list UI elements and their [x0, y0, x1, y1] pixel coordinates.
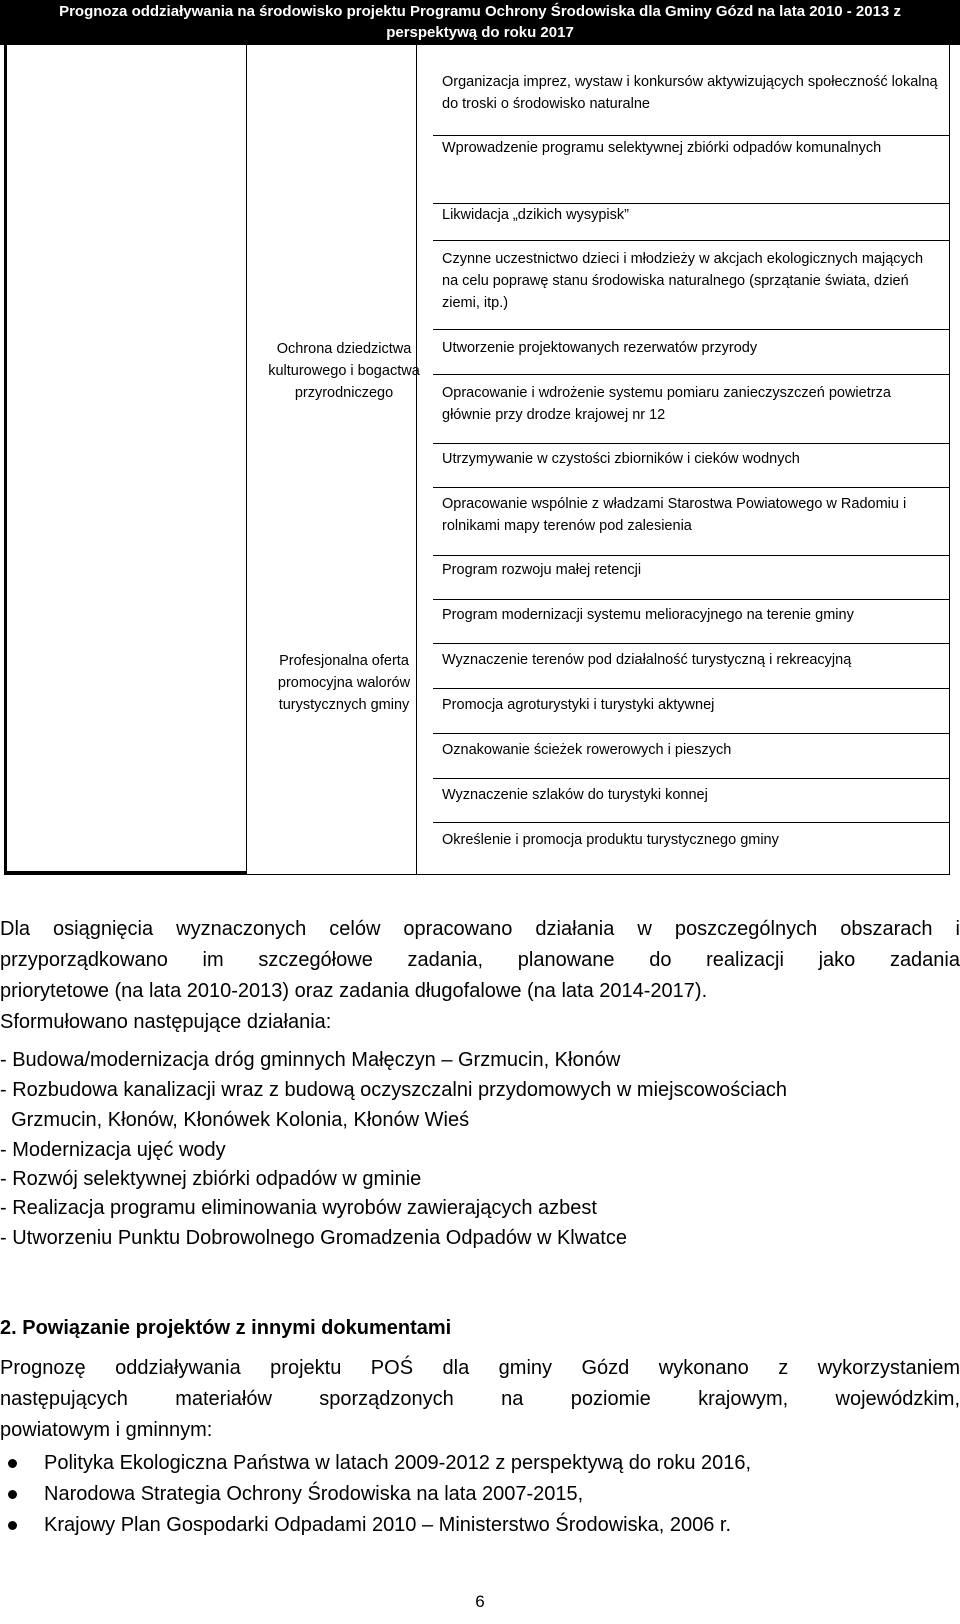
table-cell-task: Opracowanie wspólnie z władzami Starostwa Powiatowego w Radomiu i rolnikami mapy terenów pod zalesienia — [442, 496, 907, 534]
intro-line: Sformułowano następujące działania: — [0, 1011, 332, 1033]
bullet-icon — [8, 1459, 17, 1468]
row-separator — [433, 643, 949, 644]
row-separator — [433, 135, 949, 136]
table-border-bottom — [4, 871, 246, 875]
document-list-item: Krajowy Plan Gospodarki Odpadami 2010 – Ministerstwo Środowiska, 2006 r. — [44, 1514, 732, 1536]
action-item: - Realizacja programu eliminowania wyrobów zawierających azbest — [0, 1197, 597, 1219]
action-item: - Rozbudowa kanalizacji wraz z budową oczyszczalni przydomowych w miejscowościach — [0, 1079, 787, 1101]
table-cell-task: Organizacja imprez, wystaw i konkursów aktywizujących społeczność lokalną do troski o środowisko naturalne — [442, 74, 938, 112]
intro-line: Dla osiągnięcia wyznaczonych celów opracowano działania w poszczególnych obszarach i — [0, 918, 960, 940]
row-separator — [433, 555, 949, 556]
table-cell-task: Opracowanie i wdrożenie systemu pomiaru zanieczyszczeń powietrza głównie przy drodze krajowej nr 12 — [442, 385, 891, 423]
header-title-line-2: perspektywą do roku 2017 — [386, 24, 574, 41]
row-separator — [433, 329, 949, 330]
table-cell-task: Utworzenie projektowanych rezerwatów przyrody — [442, 340, 758, 356]
row-separator — [433, 822, 949, 823]
bullet-icon — [8, 1490, 17, 1499]
row-separator — [433, 443, 949, 444]
table-border-col1 — [246, 45, 247, 875]
action-item: - Utworzeniu Punktu Dobrowolnego Gromadzenia Odpadów w Klwatce — [0, 1227, 627, 1249]
table-cell-task: Wyznaczenie terenów pod działalność turystyczną i rekreacyjną — [442, 652, 852, 668]
row-separator — [433, 240, 949, 241]
section-heading: 2. Powiązanie projektów z innymi dokumentami — [0, 1317, 452, 1339]
section-paragraph-line: powiatowym i gminnym: — [0, 1419, 213, 1441]
row-separator — [433, 487, 949, 488]
document-list-item: Narodowa Strategia Ochrony Środowiska na lata 2007-2015, — [44, 1483, 584, 1505]
table-border-right — [949, 45, 950, 875]
document-header — [0, 0, 960, 45]
table-border-left — [4, 45, 7, 875]
table-cell-task: Oznakowanie ścieżek rowerowych i pieszych — [442, 742, 732, 758]
table-cell-task: Czynne uczestnictwo dzieci i młodzieży w akcjach ekologicznych mających na celu poprawę stanu środowiska naturalnego (sprzątanie świata, dzień ziemi, itp.) — [442, 251, 924, 311]
table-border-bottom — [246, 874, 950, 875]
row-separator — [433, 688, 949, 689]
table-cell-task: Program modernizacji systemu melioracyjnego na terenie gminy — [442, 607, 854, 623]
tasks-table — [0, 45, 960, 905]
table-cell-task: Określenie i promocja produktu turystycznego gminy — [442, 832, 779, 848]
table-cell-task: Wprowadzenie programu selektywnej zbiórki odpadów komunalnych — [442, 140, 882, 156]
row-separator — [433, 374, 949, 375]
bullet-icon — [8, 1521, 17, 1530]
table-cell-task: Likwidacja „dzikich wysypisk” — [442, 207, 629, 223]
section-paragraph-line: Prognozę oddziaływania projektu POŚ dla gminy Gózd wykonano z wykorzystaniem — [0, 1357, 960, 1379]
table-cell-task: Program rozwoju małej retencji — [442, 562, 642, 578]
intro-line: priorytetowe (na lata 2010-2013) oraz zadania długofalowe (na lata 2014-2017). — [0, 980, 708, 1002]
table-cell-area: Profesjonalna oferta promocyjna walorów turystycznych gminy — [277, 653, 411, 713]
section-paragraph-line: następujących materiałów sporządzonych na poziomie krajowym, wojewódzkim, — [0, 1388, 960, 1410]
header-title-line-1: Prognoza oddziaływania na środowisko projektu Programu Ochrony Środowiska dla Gminy Gózd na lata 2010 - 2013 z — [59, 3, 901, 20]
intro-line: przyporządkowano im szczegółowe zadania, planowane do realizacji jako zadania — [0, 949, 960, 971]
row-separator — [433, 733, 949, 734]
action-item: Grzmucin, Kłonów, Kłonówek Kolonia, Kłonów Wieś — [0, 1109, 470, 1131]
table-cell-area: Ochrona dziedzictwa kulturowego i bogactwa przyrodniczego — [268, 341, 420, 401]
action-item: - Rozwój selektywnej zbiórki odpadów w gminie — [0, 1168, 422, 1190]
table-cell-task: Utrzymywanie w czystości zbiorników i cieków wodnych — [442, 451, 800, 467]
document-list-item: Polityka Ekologiczna Państwa w latach 2009-2012 z perspektywą do roku 2016, — [44, 1452, 752, 1474]
table-cell-task: Promocja agroturystyki i turystyki aktywnej — [442, 697, 715, 713]
action-item: - Modernizacja ujęć wody — [0, 1139, 226, 1161]
row-separator — [433, 778, 949, 779]
row-separator — [433, 599, 949, 600]
action-item: - Budowa/modernizacja dróg gminnych Małęczyn – Grzmucin, Kłonów — [0, 1049, 621, 1071]
table-border-col2 — [416, 45, 417, 875]
table-cell-task: Wyznaczenie szlaków do turystyki konnej — [442, 787, 708, 803]
page-number: 6 — [475, 1592, 485, 1611]
